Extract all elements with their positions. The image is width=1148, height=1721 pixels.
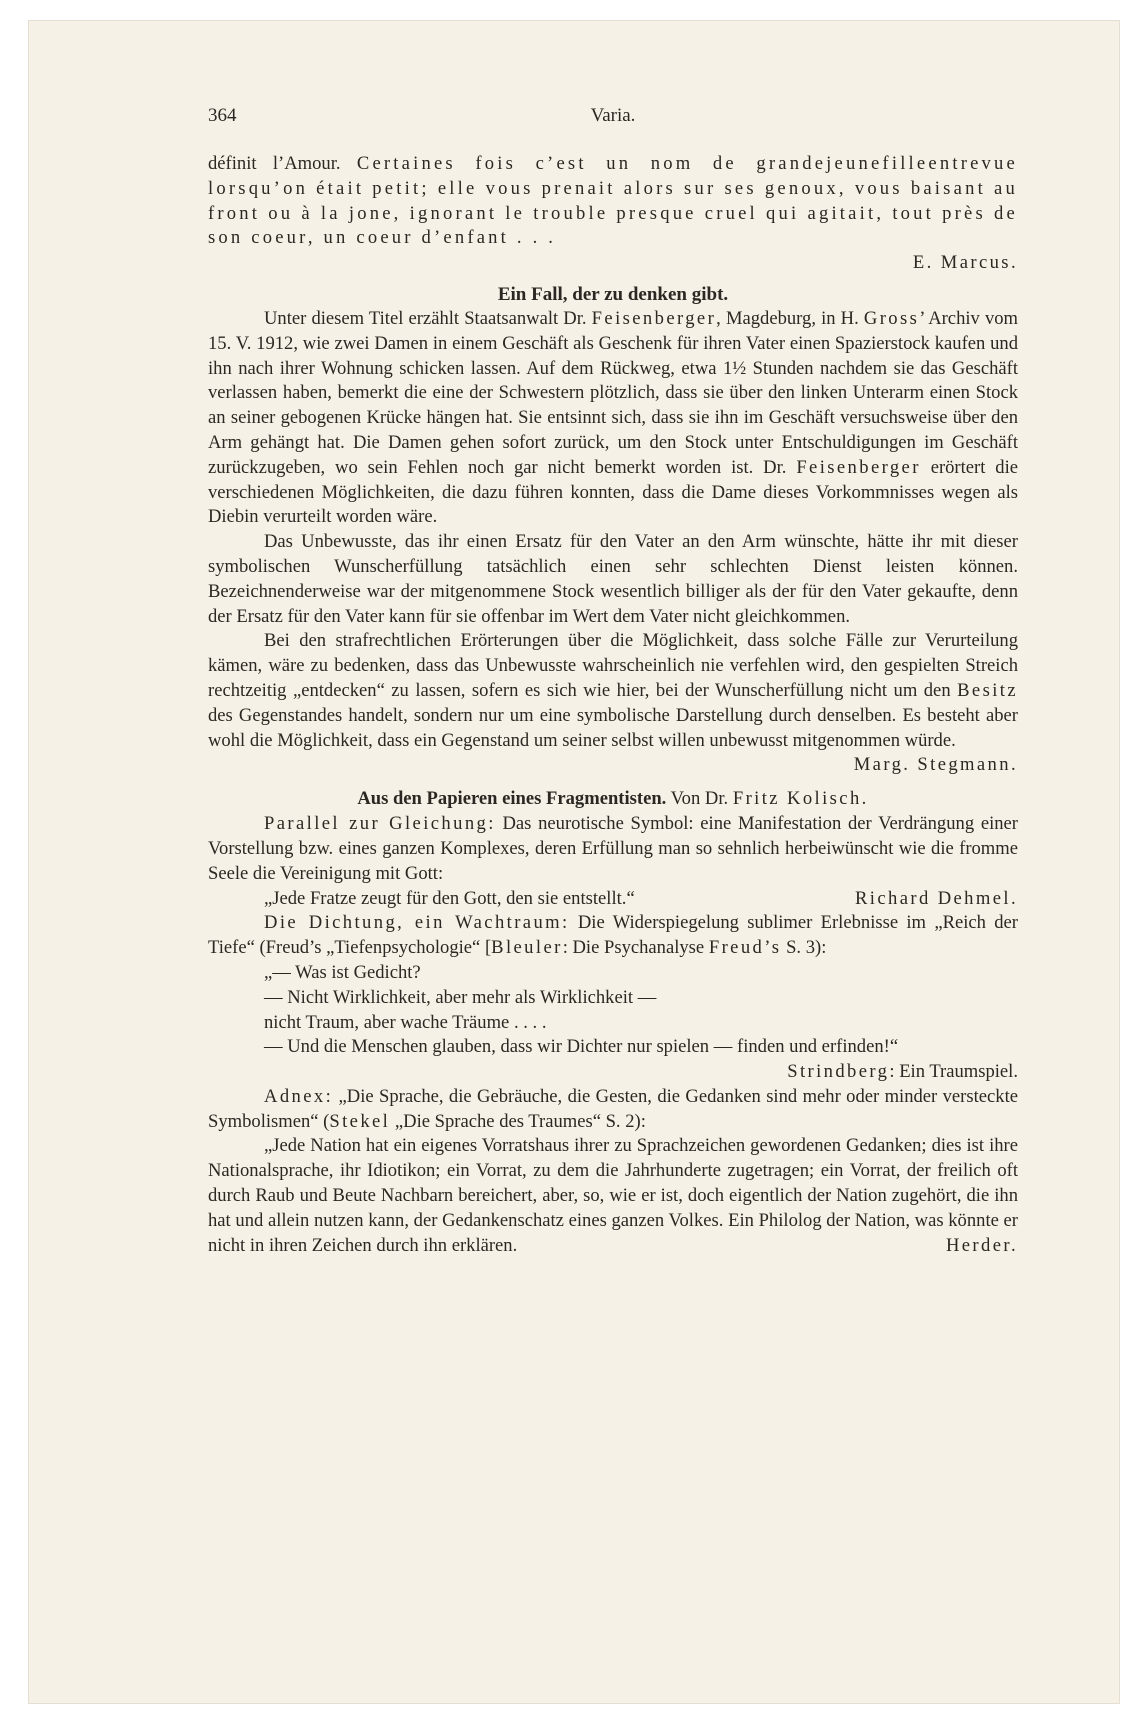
fragment-paragraph-2	[208, 911, 1018, 961]
fall-paragraph-3	[208, 629, 1018, 776]
french-paragraph	[208, 152, 1018, 251]
quote-author-dehmel: Richard Dehmel.	[854, 887, 1018, 909]
text-span: Bei den strafrechtlichen Erörterungen über die Möglichkeit, dass solche Fälle zur Verurteilung kämen, wäre zu bedenken, dass das Unbewusste wahrscheinlich nie verfehlen wird, den gespielten Streich rechtzeitig „entdecken“ zu lassen, sofern es sich wie hier, bei der Wunscherfüllung nicht um den	[208, 630, 1018, 701]
section-title-fragmentist	[208, 787, 1018, 812]
french-text-spaced: Certaines fois c’est un nom de grandejeunefilleentrevue lorsqu’on était petit; elle vous prenait alors sur ses genoux, vous baisant au front ou à la jone, ignorant le trouble presque cruel qui agitait, tout près de son coeur, un coeur d’enfant . . .	[208, 153, 1018, 249]
author-name-feisenberger: Feisenberger	[796, 456, 921, 478]
fragment-paragraph-3	[208, 1085, 1018, 1135]
author-name-herder: Herder.	[945, 1234, 1018, 1256]
text-span: Die Widerspiegelung sublimer Erlebnisse im „Reich der Tiefe“ (Freud’s „Tiefenpsychologie“ [	[208, 912, 1018, 959]
text-span: Das neurotische Symbol: eine Manifestation der Verdrängung einer Vorstellung bzw. eines ganzen Komplexes, deren Erfüllung man so sehnlich herbeiwünscht wie die fromme Seele die Vereinigung mit Gott:	[208, 813, 1018, 884]
verse-text: — Und die Menschen glauben, dass wir Dichter nur spielen — finden und erfinden!“	[264, 1036, 899, 1058]
running-title: Varia.	[590, 105, 636, 126]
verse-line-1: „— Was ist Gedicht?	[264, 961, 421, 983]
quote-text: „Jede Fratze zeugt für den Gott, den sie entstellt.“	[264, 887, 635, 909]
text-span: „Die Sprache des Traumes“ S. 2):	[390, 1110, 646, 1132]
text-span: ’ Archiv vom 15. V. 1912, wie zwei Damen in einem Geschäft als Geschenk für ihren Vater einen Spazierstock kaufen und ihn nach ihrer Wohnung schicken lassen. Auf dem Rückweg, etwa 1½ Stunden nachdem sie das Geschäft verlassen haben, bemerkt die eine der Schwestern plötzlich, dass sie über den linken Unterarm einen Stock an seiner gebogenen Krücke hängen hat. Sie entsinnt sich, dass sie ihn im Geschäft versuchsweise über den Arm gehängt hat. Die Damen gehen sofort zurück, um den Stock unter Entschuldigungen im Geschäft zurückzugeben, wo sein Fehlen noch gar nicht bemerkt worden ist. Dr.	[208, 307, 1019, 478]
lead-dichtung: Die Dichtung, ein Wachtraum:	[264, 912, 570, 934]
section-heading-fragmentist: Aus den Papieren eines Fragmentisten.	[357, 788, 667, 810]
author-name-bleuler: Bleuler	[491, 937, 563, 959]
page-body	[208, 104, 1018, 1258]
text-span: , Magdeburg, in H.	[716, 307, 864, 329]
page-number: 364	[208, 105, 237, 126]
fragment-paragraph-4	[208, 1134, 1018, 1258]
author-name-strindberg: Strindberg	[787, 1061, 890, 1083]
author-name-stekel: Stekel	[329, 1110, 391, 1132]
text-span: S. 3):	[781, 937, 827, 959]
fall-paragraph-2: Das Unbewusste, das ihr einen Ersatz für den Vater an den Arm wünschte, hätte ihr mit dieser symbolischen Wunscherfüllung tatsächlich einen sehr schlechten Dienst leisten können. Bezeichnenderweise war der mitgenommene Stock wesentlich billiger als der für den Vater gekaufte, denn der Ersatz für den Vater kann für sie offenbar im Wert dem Vater nicht gleichkommen.	[208, 531, 1018, 627]
verse-attribution	[731, 1060, 1018, 1085]
text-span: „Die Sprache, die Gebräuche, die Gesten, die Gedanken sind mehr oder minder versteckte Symbolismen“ (	[208, 1085, 1018, 1132]
verse-line-2: — Nicht Wirklichkeit, aber mehr als Wirklichkeit —	[264, 986, 657, 1008]
lead-gleichung: Parallel zur Gleichung:	[264, 813, 496, 835]
verse-line-4	[208, 1035, 1018, 1083]
text-span: Unter diesem Titel erzählt Staatsanwalt Dr.	[264, 307, 592, 329]
author-name-gross: Gross	[863, 307, 920, 329]
author-name-freud: Freud’s	[708, 937, 782, 959]
work-title: : Ein Traumspiel.	[889, 1061, 1018, 1083]
french-signature: E. Marcus.	[912, 252, 1018, 274]
page-header	[208, 104, 1018, 134]
byline-name: Fritz Kolisch.	[732, 788, 869, 810]
byline-prefix: Von Dr.	[670, 788, 733, 810]
section-heading-fall: Ein Fall, der zu denken gibt.	[497, 283, 729, 305]
fall-paragraph-1	[208, 307, 1018, 530]
text-span: erörtert die verschiedenen Möglichkeiten, die dazu führen konnten, dass die Dame dieses Vorkommnisses wegen als Diebin verurteilt worden wäre.	[208, 456, 1018, 528]
verse-line-3: nicht Traum, aber wache Träume . . . .	[264, 1011, 547, 1033]
quote-dehmel	[208, 887, 1018, 912]
text-span: des Gegenstandes handelt, sondern nur um eine symbolische Darstellung durch denselben. Es besteht aber wohl die Möglichkeit, dass ein Gegenstand um seiner selbst willen unbewusst mitgenommen würde.	[208, 704, 1018, 751]
signature-stegmann: Marg. Stegmann.	[853, 754, 1018, 776]
french-text-start: définit l’Amour.	[208, 153, 357, 174]
text-span: : Die Psychanalyse	[562, 937, 709, 959]
lead-adnex: Adnex:	[264, 1085, 334, 1107]
author-name-feisenberger: Feisenberger	[591, 307, 717, 329]
fragment-paragraph-1	[208, 812, 1018, 886]
emphasis-besitz: Besitz	[957, 679, 1018, 701]
text-span: „Jede Nation hat ein eigenes Vorratshaus ihrer zu Sprachzeichen gewordenen Gedanken; dies ist ihre Nationalsprache, ihr Idiotikon; ein Vorrat, zu dem die Jahrhunderte zugetragen; ein Vorrat, der freilich oft durch Raub und Beute Nachbarn bereichert, aber, so, wie er ist, doch eigentlich der Nation zugehört, die ihn hat und allein nutzen kann, der Gedankenschatz eines ganzen Volkes. Ein Philolog der Nation, was könnte er nicht in ihren Zeichen durch ihn erklären.	[208, 1135, 1018, 1256]
